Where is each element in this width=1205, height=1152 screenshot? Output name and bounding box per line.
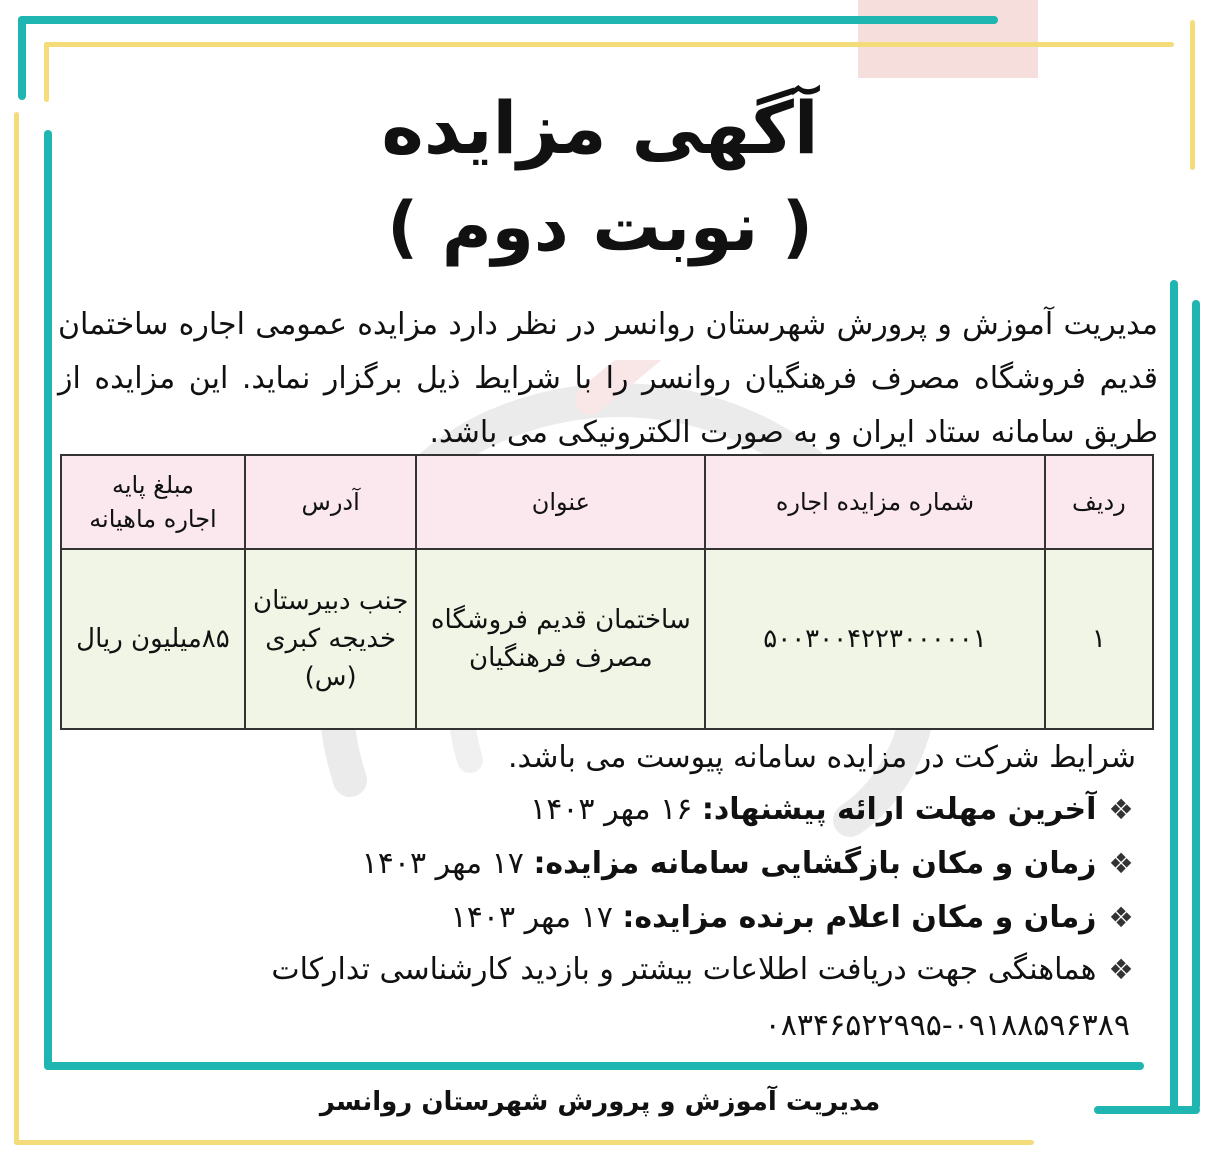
- winner-label: زمان و مکان اعلام برنده مزایده:: [622, 900, 1097, 935]
- winner-value: ۱۷ مهر ۱۴۰۳: [450, 900, 613, 935]
- notice-subtitle: ( نوبت دوم ): [387, 188, 813, 267]
- frame-right-bar: [1170, 280, 1178, 1110]
- frame-left-yellow-bar: [44, 42, 49, 102]
- frame-top-yellow-bar: [44, 42, 1174, 47]
- winner-item: [60, 892, 1136, 944]
- cell-row-number: ۱: [1045, 549, 1153, 729]
- cell-base-amount: ۸۵میلیون ریال: [61, 549, 245, 729]
- frame-bottom-bar: [44, 1062, 1144, 1070]
- coordination-text: هماهنگی جهت دریافت اطلاعات بیشتر و بازدید کارشناسی تدارکات: [271, 952, 1097, 987]
- diamond-bullet-icon: ❖: [1108, 953, 1134, 986]
- deadline-label: آخرین مهلت ارائه پیشنهاد:: [701, 792, 1097, 827]
- diamond-bullet-icon: ❖: [1108, 901, 1134, 934]
- table-row: [61, 549, 1153, 729]
- cell-address: جنب دبیرستان خدیجه کبری (س): [245, 549, 417, 729]
- header-base-amount: [61, 455, 245, 549]
- conditions-text: شرایط شرکت در مزایده سامانه پیوست می باشد.: [507, 740, 1136, 775]
- frame-right-outer-bar: [1192, 300, 1200, 1110]
- phone-numbers: ۰۸۳۴۶۵۲۲۹۹۵-۰۹۱۸۸۵۹۶۳۸۹: [764, 1008, 1130, 1043]
- deadline-item: [60, 784, 1136, 836]
- header-row-number: ردیف: [1045, 455, 1153, 549]
- coordination-item: [60, 942, 1136, 1054]
- frame-bottom-yellow-bar: [14, 1140, 1034, 1145]
- header-base-amount-line2: اجاره ماهیانه: [89, 505, 217, 533]
- header-base-amount-line1: مبلغ پایه: [111, 471, 194, 499]
- diamond-bullet-icon: ❖: [1108, 847, 1134, 880]
- diamond-bullet-icon: ❖: [1108, 793, 1134, 826]
- frame-left-bar: [18, 16, 26, 100]
- cell-title: ساختمان قدیم فروشگاه مصرف فرهنگیان: [416, 549, 705, 729]
- intro-paragraph: مدیریت آموزش و پرورش شهرستان روانسر در نظر دارد مزایده عمومی اجاره ساختمان قدیم فروشگاه مصرف فرهنگیان روانسر را با شرایط ذیل برگزار نماید. این مزایده از طریق سامانه ستاد ایران و به صورت الکترونیکی می باشد.: [58, 307, 1158, 450]
- frame-top-bar: [18, 16, 998, 24]
- frame-right-yellow-bar: [1190, 20, 1195, 170]
- opening-label: زمان و مکان بازگشایی سامانه مزایده:: [533, 846, 1097, 881]
- header-address: آدرس: [245, 455, 417, 549]
- deadline-value: ۱۶ مهر ۱۴۰۳: [530, 792, 693, 827]
- header-auction-number: شماره مزایده اجاره: [705, 455, 1045, 549]
- corner-logo-block: [858, 0, 1038, 78]
- frame-inner-left-bar: [44, 130, 52, 1070]
- cell-auction-number: ۵۰۰۳۰۰۴۲۲۳۰۰۰۰۰۱: [705, 549, 1045, 729]
- table-header-row: [61, 455, 1153, 549]
- notice-title: آگهی مزایده: [381, 86, 819, 170]
- opening-item: [60, 838, 1136, 890]
- auction-table: [60, 454, 1154, 730]
- frame-bottom-right-bar: [1094, 1106, 1200, 1114]
- auction-table-container: [60, 454, 1154, 730]
- frame-outer-left-yellow-bar: [14, 112, 19, 1144]
- header-title: عنوان: [416, 455, 705, 549]
- opening-value: ۱۷ مهر ۱۴۰۳: [361, 846, 524, 881]
- footer-signature: مدیریت آموزش و پرورش شهرستان روانسر: [319, 1087, 881, 1117]
